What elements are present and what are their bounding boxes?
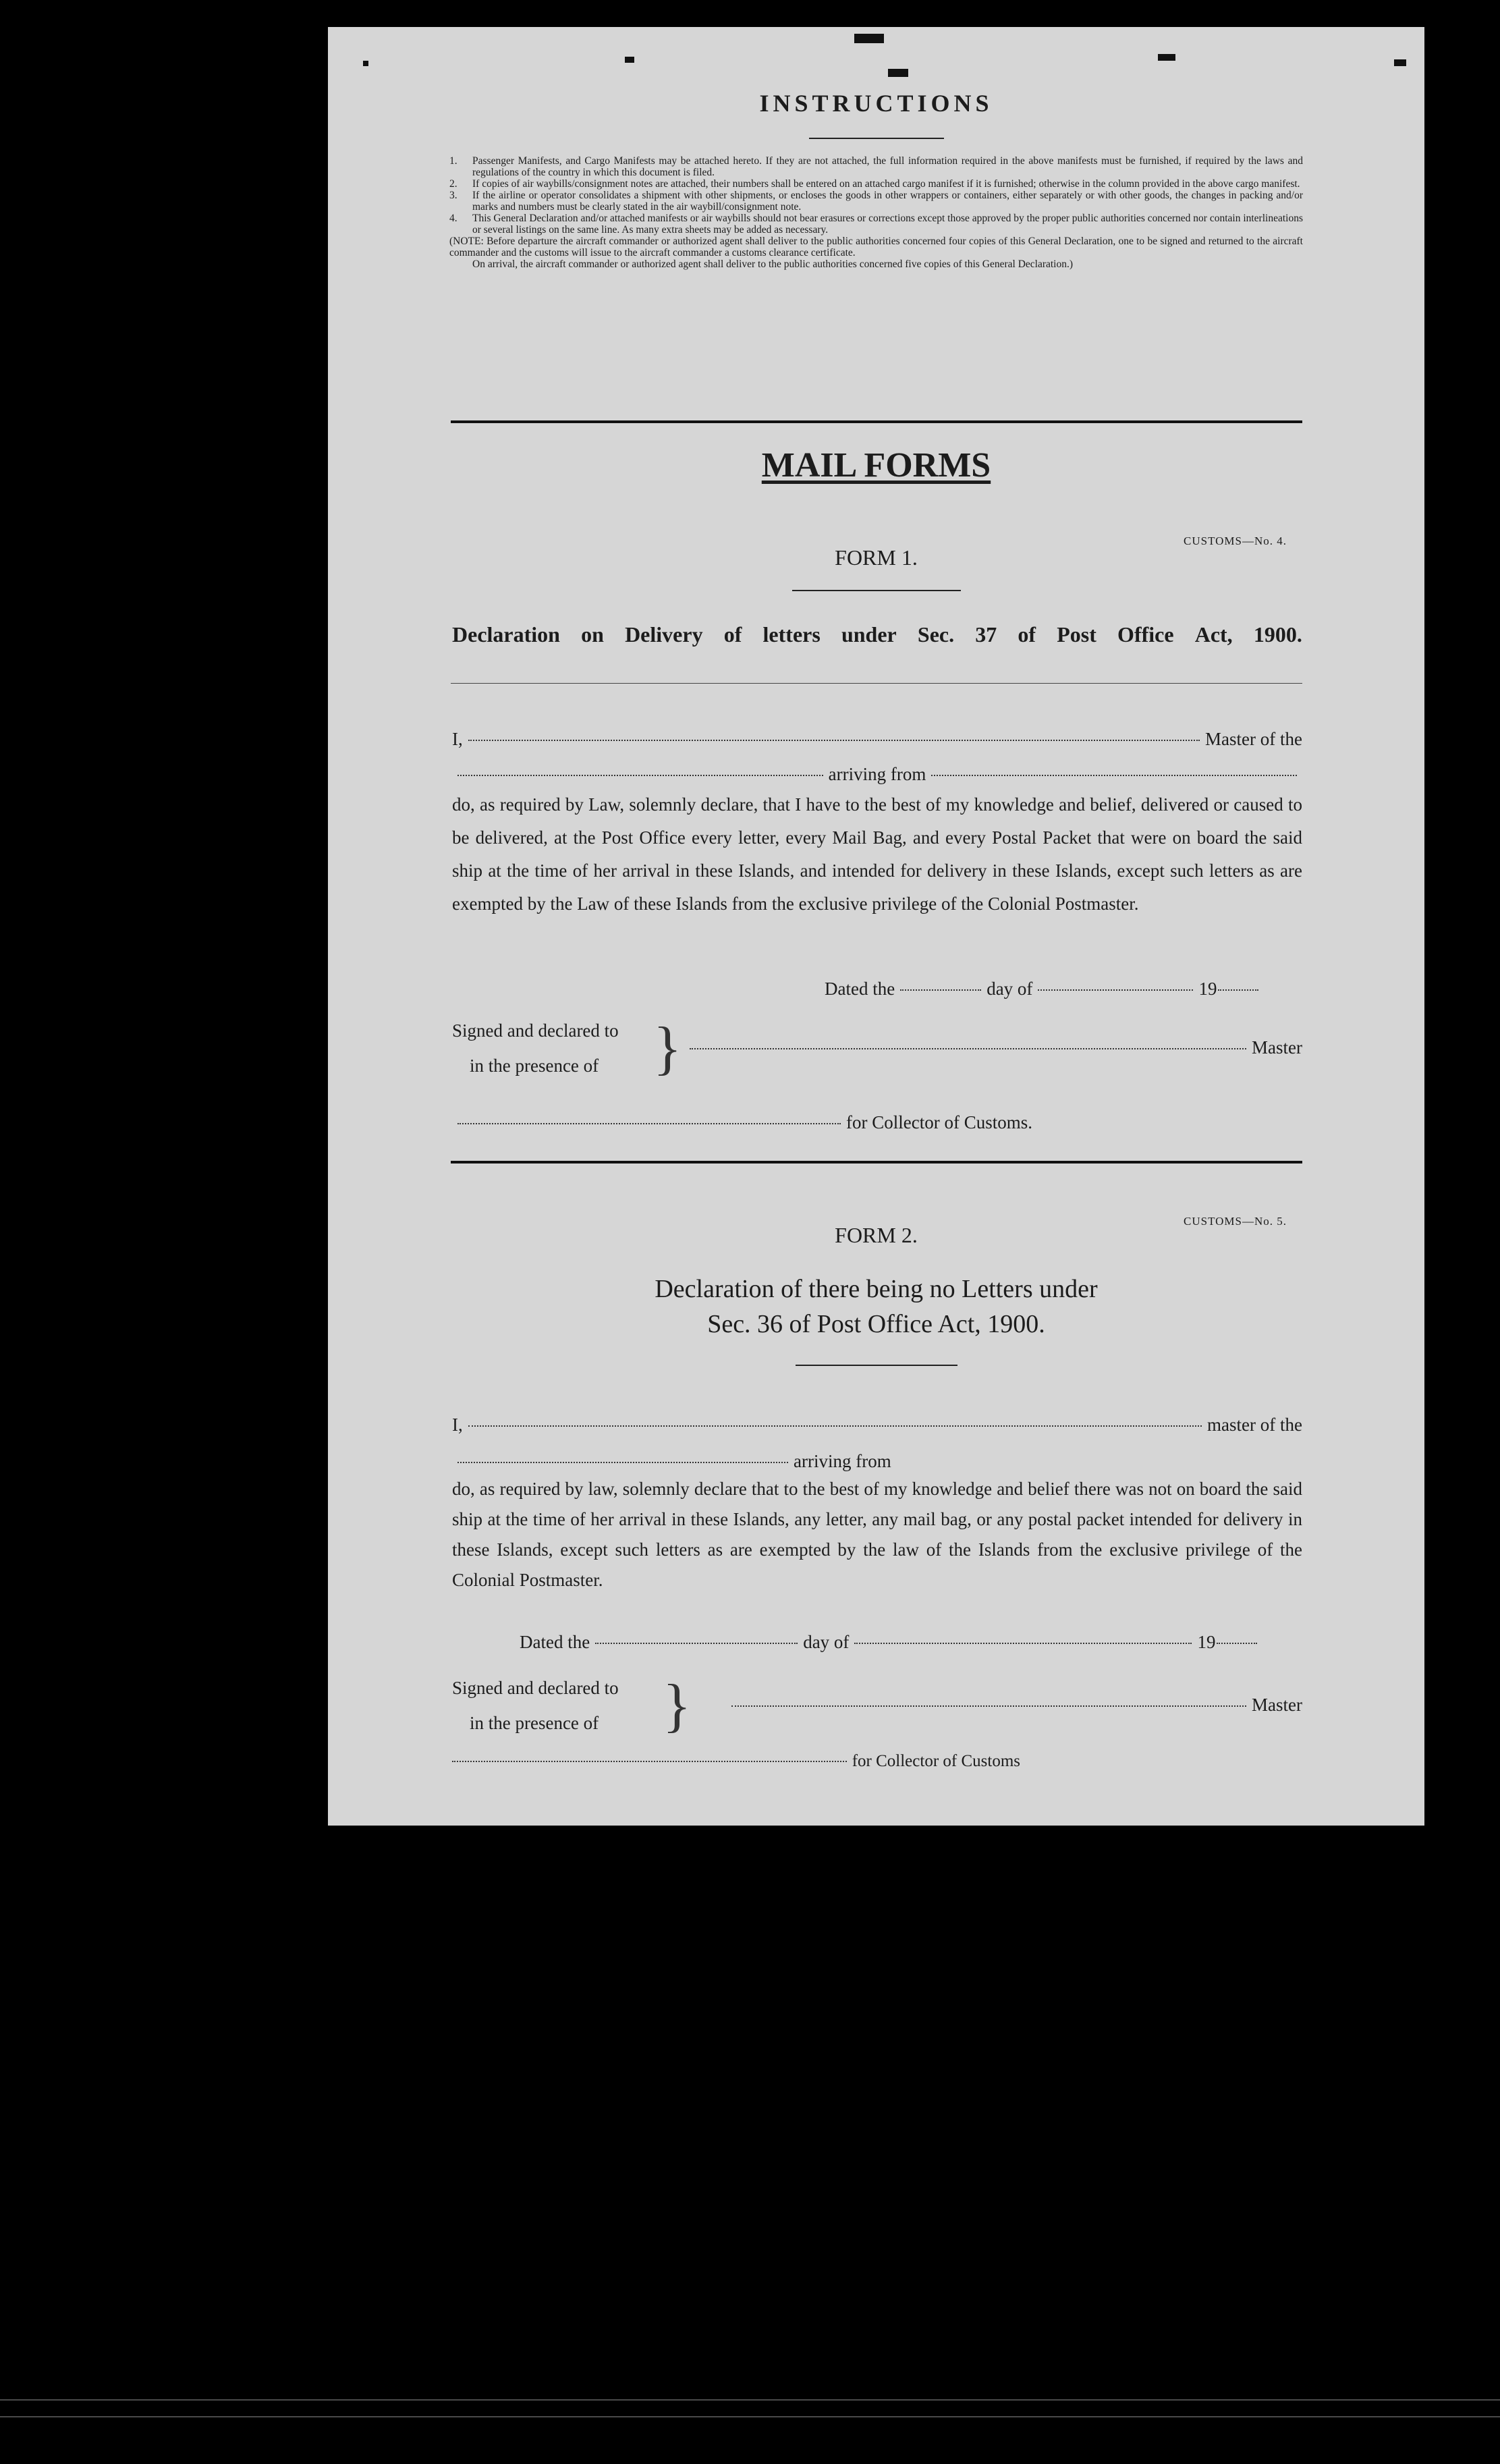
pronoun-label: I, xyxy=(452,1415,463,1435)
form2-dated-line xyxy=(520,1632,1302,1653)
edge-speck xyxy=(363,61,368,66)
dated-label: Dated the xyxy=(825,979,895,999)
ship-name-field[interactable] xyxy=(457,1462,788,1463)
declaration-word: 1900. xyxy=(1253,622,1302,647)
arriving-from-label: arriving from xyxy=(828,764,926,784)
edge-speck xyxy=(625,57,634,63)
instructions-title: INSTRUCTIONS xyxy=(759,90,993,117)
day-of-label: day of xyxy=(803,1632,850,1652)
day-field[interactable] xyxy=(900,989,981,991)
collector-field[interactable] xyxy=(452,1761,847,1762)
declaration-word: Act, xyxy=(1194,622,1233,647)
edge-speck xyxy=(1394,59,1406,66)
declaration-word: Office xyxy=(1117,622,1174,647)
form1-dated-line xyxy=(825,979,1302,1000)
form1-body: do, as required by Law, solemnly declare, that I have to the best of my knowledge and belief, delivered or caused to be delivered, at the Post Office every letter, every Mail Bag, and every Postal Packet that were on board the said ship at the time of her arrival in these Islands, and intended for delivery in these Islands, except such letters as are exempted by the Law of these Islands from the exclusive privilege of the Colonial Postmaster. xyxy=(452,794,1302,914)
document-page xyxy=(328,27,1424,1826)
declaration-title-line: Declaration of there being no Letters under xyxy=(655,1275,1098,1303)
edge-speck xyxy=(854,34,884,43)
title-rule xyxy=(809,138,944,139)
collector-field[interactable] xyxy=(457,1123,841,1124)
arriving-from-label: arriving from xyxy=(794,1451,891,1471)
declaration-word: Sec. xyxy=(917,622,955,647)
form1-arriving-line xyxy=(452,764,1302,785)
declaration-word: Post xyxy=(1057,622,1096,647)
brace-icon: } xyxy=(653,1016,682,1081)
instruction-item xyxy=(449,190,1303,213)
instructions-note: (NOTE: Before departure the aircraft commander or authorized agent shall deliver to the public authorities concerned four copies of this General Declaration, one to be signed and returned to the aircraft commander and the customs will issue to the aircraft commander a customs clearance certificate. xyxy=(449,236,1303,258)
declaration-word: Delivery xyxy=(625,622,703,647)
instructions-note: On arrival, the aircraft commander or authorized agent shall deliver to the public authorities concerned five copies of this General Declaration.) xyxy=(472,258,1074,270)
form2-master-signature xyxy=(726,1695,1302,1716)
signature-field[interactable] xyxy=(690,1048,1246,1049)
declaration-underline xyxy=(451,683,1302,684)
mail-forms-title: MAIL FORMS xyxy=(761,446,991,485)
day-field[interactable] xyxy=(595,1643,798,1644)
year-prefix: 19 xyxy=(1197,1632,1216,1652)
instruction-item xyxy=(449,155,1303,178)
origin-field[interactable] xyxy=(931,775,1297,776)
year-field[interactable] xyxy=(1217,1643,1257,1644)
collector-label: for Collector of Customs. xyxy=(846,1112,1032,1132)
declaration-title-line: Sec. 36 of Post Office Act, 1900. xyxy=(707,1310,1045,1338)
declaration-word: letters xyxy=(762,622,821,647)
year-field[interactable] xyxy=(1218,989,1258,991)
month-field[interactable] xyxy=(1038,989,1193,991)
instruction-text: If the airline or operator consolidates a shipment with other shipments, or encloses the goods in other wrappers or containers, either separately or with other goods, the changes in packing and/or marks and numbers must be clearly stated in the air waybill/consignment note. xyxy=(472,190,1303,213)
signature-field[interactable] xyxy=(731,1705,1246,1707)
instruction-item xyxy=(449,213,1303,236)
declaration-word: 37 xyxy=(975,622,997,647)
instruction-number: 1. xyxy=(449,155,457,167)
instruction-number: 2. xyxy=(449,178,457,190)
presence-text: in the presence of xyxy=(470,1056,599,1076)
form2-body: do, as required by law, solemnly declare that to the best of my knowledge and belief there was not on board the said ship at the time of her arrival in these Islands, any letter, any mail bag, or any postal packet intended for delivery in these Islands, except such letters as are exempted by the law of the Islands from the exclusive privilege of the Colonial Postmaster. xyxy=(452,1479,1302,1590)
declaration-word: on xyxy=(581,622,604,647)
master-of-label: Master of the xyxy=(1205,729,1302,749)
instruction-text: This General Declaration and/or attached manifests or air waybills should not bear erasures or corrections except those approved by the proper public authorities concerned nor contain interlineations or several listings on the same line. As many extra sheets may be added as necessary. xyxy=(472,213,1303,236)
presence-label xyxy=(470,1056,599,1076)
declaration-word: of xyxy=(1018,622,1036,647)
form1-customs-number: CUSTOMS—No. 4. xyxy=(1184,535,1287,547)
scan-line xyxy=(0,2399,1500,2401)
declaration-word: under xyxy=(841,622,897,647)
instruction-text: If copies of air waybills/consignment notes are attached, their numbers shall be entered on an attached cargo manifest if it is furnished; otherwise in the column provided in the above cargo manifest. xyxy=(472,178,1300,190)
form2-collector-line xyxy=(447,1752,1020,1771)
dated-label: Dated the xyxy=(520,1632,590,1652)
form2-master-line xyxy=(452,1415,1302,1435)
day-of-label: day of xyxy=(987,979,1033,999)
name-field[interactable] xyxy=(468,1425,1202,1427)
form2-arriving-line xyxy=(452,1451,1302,1472)
name-field[interactable] xyxy=(468,740,1200,741)
form2-customs-number: CUSTOMS—No. 5. xyxy=(1184,1215,1287,1228)
form1-collector-line xyxy=(452,1112,1032,1133)
form1-master-signature xyxy=(684,1037,1302,1058)
heading-rule xyxy=(796,1365,957,1366)
section-rule xyxy=(451,420,1302,423)
pronoun-label: I, xyxy=(452,729,463,749)
presence-text: in the presence of xyxy=(470,1713,599,1733)
presence-label xyxy=(470,1713,599,1734)
master-of-label: master of the xyxy=(1207,1415,1302,1435)
form1-heading: FORM 1. xyxy=(835,545,918,570)
instruction-item xyxy=(449,178,1303,190)
signed-label xyxy=(452,1678,619,1699)
signed-text: Signed and declared to xyxy=(452,1020,619,1041)
form1-master-line xyxy=(452,729,1302,750)
instruction-number: 4. xyxy=(449,213,457,224)
declaration-word: of xyxy=(723,622,742,647)
collector-label: for Collector of Customs xyxy=(852,1752,1020,1770)
form1-declaration-title xyxy=(452,622,1302,647)
scan-line xyxy=(0,2416,1500,2417)
ship-name-field[interactable] xyxy=(457,775,823,776)
instruction-number: 3. xyxy=(449,190,457,201)
master-label: Master xyxy=(1252,1037,1302,1058)
edge-speck xyxy=(888,69,908,77)
instructions-list xyxy=(449,155,1303,270)
form2-heading: FORM 2. xyxy=(835,1223,918,1247)
declaration-word: Declaration xyxy=(452,622,560,647)
instruction-text: Passenger Manifests, and Cargo Manifests may be attached hereto. If they are not attached, the full information required in the above manifests must be furnished, if required by the laws and regulations of the country in which this document is filed. xyxy=(472,155,1303,178)
signed-text: Signed and declared to xyxy=(452,1678,619,1698)
year-prefix: 19 xyxy=(1198,979,1217,999)
section-rule xyxy=(451,1161,1302,1163)
signed-label xyxy=(452,1020,619,1041)
form2-declaration-title xyxy=(328,1271,1424,1342)
month-field[interactable] xyxy=(854,1643,1192,1644)
master-label: Master xyxy=(1252,1695,1302,1715)
edge-speck xyxy=(1158,54,1175,61)
heading-rule xyxy=(792,590,961,591)
brace-icon: } xyxy=(663,1673,692,1739)
